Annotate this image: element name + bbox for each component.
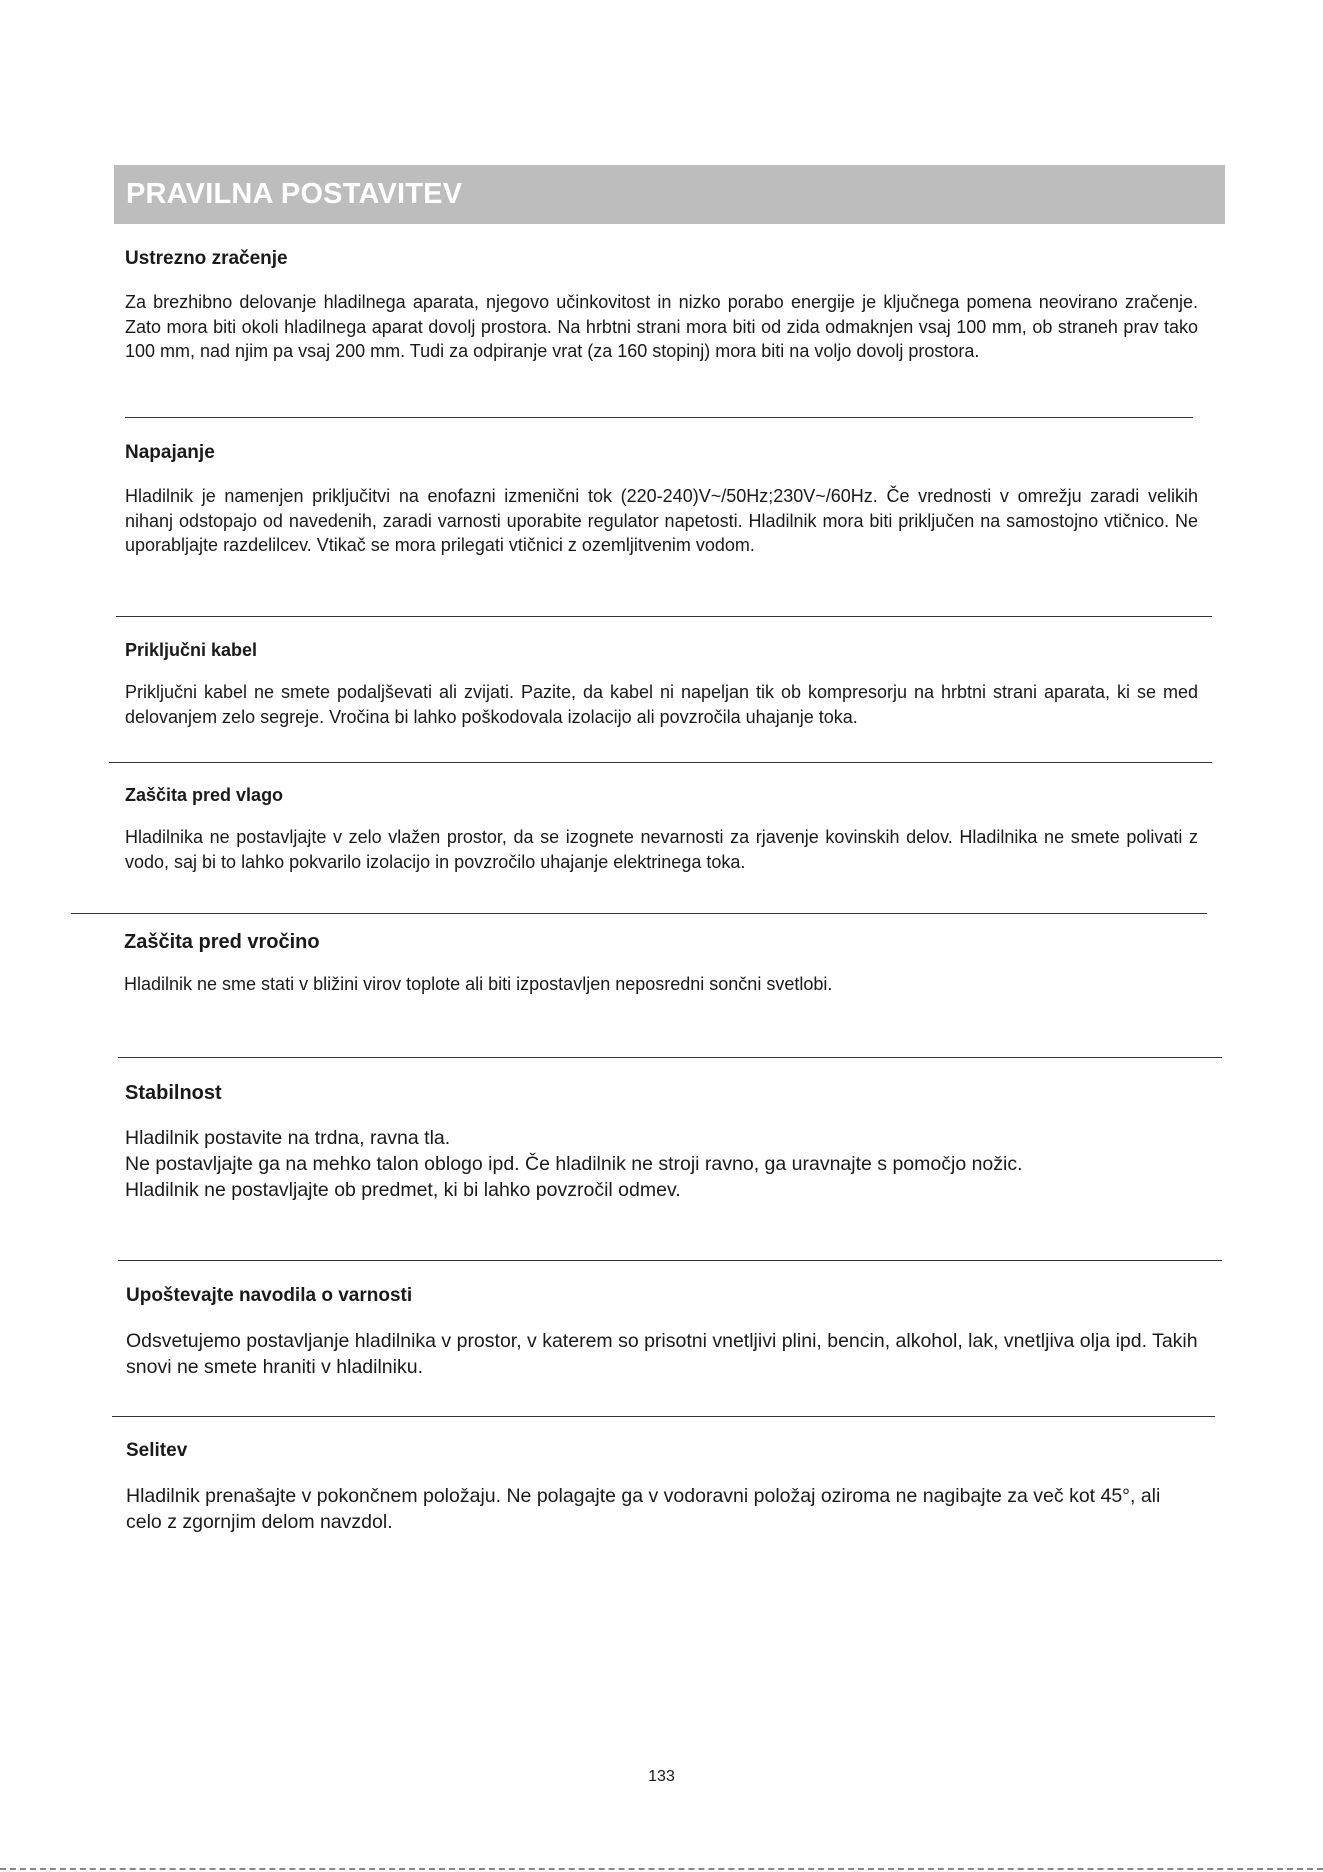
section-heading: Zaščita pred vročino — [124, 931, 320, 953]
divider — [109, 762, 1212, 763]
section-line: Hladilnik ne postavljajte ob predmet, ki bi lahko povzročil odmev. — [125, 1179, 681, 1201]
section-ventilation — [125, 247, 1198, 364]
section-body: Hladilnik prenašajte v pokončnem položaju. Ne polagajte ga v vodoravni položaj oziroma ne nagibajte za več kot 45°, ali celo z zgornjim delom navzdol. — [126, 1485, 1161, 1533]
section-safety-instructions — [126, 1284, 1199, 1380]
section-body: Hladilnik ne sme stati v bližini virov toplote ali biti izpostavljen neposredni sončni svetlobi. — [124, 974, 833, 994]
section-body: Priključni kabel ne smete podaljševati ali zvijati. Pazite, da kabel ni napeljan tik ob kompresorju na hrbtni strani aparata, ki se med delovanjem zelo segreje. Vročina bi lahko poškodovala izolacijo ali povzročila uhajanje toka. — [125, 682, 1198, 727]
section-line: Hladilnik postavite na trdna, ravna tla. — [125, 1127, 451, 1149]
section-heading: Selitev — [126, 1440, 188, 1461]
section-heading: Upoštevajte navodila o varnosti — [126, 1285, 413, 1306]
section-body: Hladilnik je namenjen priključitvi na enofazni izmenični tok (220-240)V~/50Hz;230V~/60Hz. Če vrednosti v omrežju zaradi velikih nihanj odstopajo od navedenih, zaradi varnosti uporabite regulator napetosti. Hladilnik mora biti priključen na samostojno vtičnico. Ne uporabljajte razdelilcev. Vtikač se mora prilegati vtičnici z ozemljitvenim vodom. — [125, 486, 1198, 555]
divider — [125, 417, 1193, 418]
section-heading: Ustrezno zračenje — [125, 248, 288, 269]
section-body: Za brezhibno delovanje hladilnega aparata, njegovo učinkovitost in nizko porabo energije je ključnega pomena neovirano zračenje. Zato mora biti okoli hladilnega aparat dovolj prostora. Na hrbtni strani mora biti od zida odmaknjen vsaj 100 mm, ob straneh prav tako 100 mm, nad njim pa vsaj 200 mm. Tudi za odpiranje vrat (za 160 stopinj) mora biti na voljo dovolj prostora. — [125, 292, 1198, 361]
divider — [118, 1057, 1222, 1058]
page-title: PRAVILNA POSTAVITEV — [126, 178, 463, 210]
section-moving — [126, 1439, 1199, 1535]
page-edge-divider — [0, 1868, 1323, 1870]
section-heading: Priključni kabel — [125, 640, 258, 660]
section-body: Hladilnika ne postavljajte v zelo vlažen prostor, da se izognete nevarnosti za rjavenje kovinskih delov. Hladilnika ne smete polivati z vodo, saj bi to lahko pokvarilo izolacijo in povzročilo uhajanje elektrinega toka. — [125, 827, 1198, 872]
divider — [112, 1416, 1215, 1417]
divider — [116, 616, 1212, 617]
section-body: Odsvetujemo postavljanje hladilnika v prostor, v katerem so prisotni vnetljivi plini, bencin, alkohol, lak, vnetljiva olja ipd. Takih snovi ne smete hraniti v hladilniku. — [126, 1330, 1198, 1378]
section-heat-protection — [124, 930, 1197, 997]
section-heading: Stabilnost — [125, 1082, 222, 1104]
divider — [118, 1260, 1222, 1261]
section-stability — [125, 1081, 1198, 1203]
divider — [71, 913, 1207, 914]
page-title-bar — [114, 165, 1225, 224]
section-power-cable — [125, 638, 1198, 729]
section-line: Ne postavljajte ga na mehko talon oblogo ipd. Če hladilnik ne stroji ravno, ga uravnajte s pomočjo nožic. — [125, 1153, 1023, 1175]
section-heading: Zaščita pred vlago — [125, 785, 284, 805]
section-power-supply — [125, 441, 1198, 558]
page-number: 133 — [648, 1768, 675, 1785]
section-moisture-protection — [125, 783, 1198, 874]
section-heading: Napajanje — [125, 442, 215, 463]
